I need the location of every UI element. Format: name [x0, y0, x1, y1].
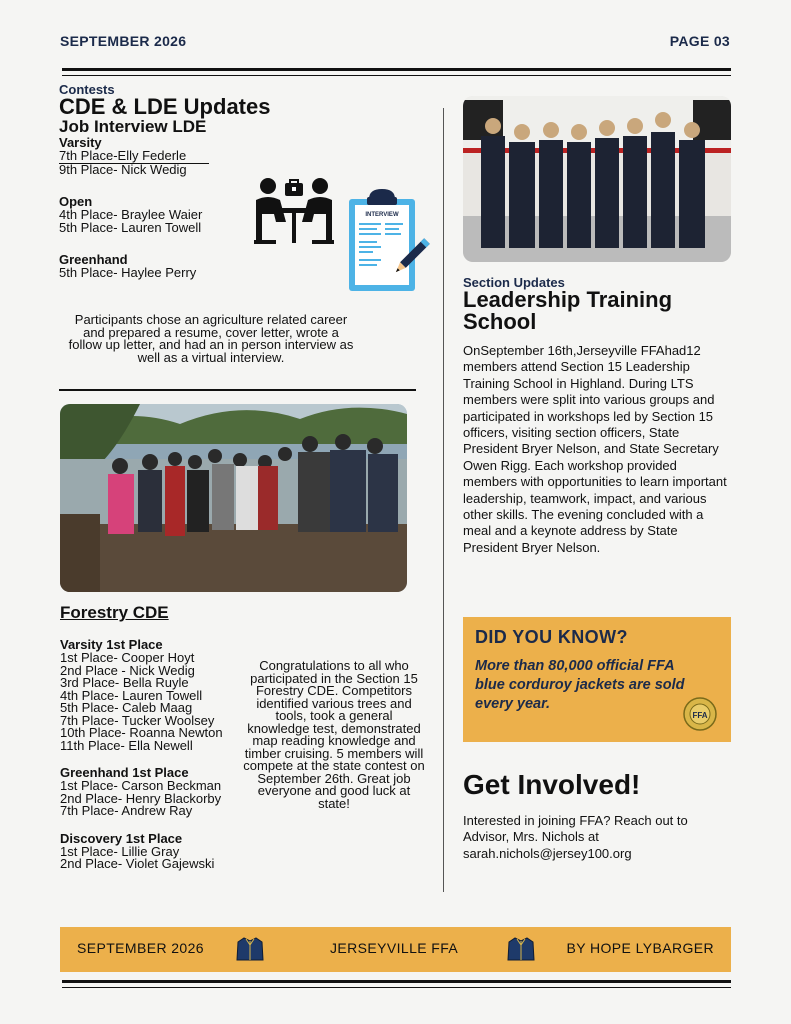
job-interview-title: Job Interview LDE	[59, 117, 207, 136]
lts-title: Leadership Training School	[463, 287, 673, 334]
result-line: 7th Place-Elly Federle	[59, 150, 209, 164]
header-rule-thick	[62, 68, 731, 71]
interview-description: Participants chose an agriculture related career and prepared a resume, cover letter, wrote a follow up letter, and had an in person interview as well as a virtual interview.	[68, 312, 354, 365]
result-line: 5th Place- Caleb Maag	[60, 700, 193, 715]
column-divider	[443, 108, 444, 892]
footer-chapter: JERSEYVILLE FFA	[330, 940, 459, 956]
forestry-varsity-label: Varsity 1st Place	[60, 637, 163, 652]
footer-date: SEPTEMBER 2026	[77, 940, 204, 956]
result-line: 2nd Place - Nick Wedig	[60, 662, 195, 678]
did-you-know-box	[463, 617, 731, 742]
forestry-congrats: Congratulations to all who participated in the Section 15 Forestry CDE. Competitors identified various trees and tools, took a general knowledge test, demonstrated map reading knowledge and timber cruising. 5 members will compete at the state contest on September 26th. Great job everyone and good luck at state!	[243, 658, 425, 811]
result-line: 3rd Place- Bella Ruyle	[60, 675, 189, 690]
result-line: 5th Place- Lauren Towell	[59, 219, 202, 235]
footer-author: BY HOPE LYBARGER	[566, 940, 714, 956]
page-number: PAGE 03	[669, 33, 730, 49]
get-involved-text: Interested in joining FFA? Reach out to Advisor, Mrs. Nichols at	[463, 813, 688, 845]
header-date: SEPTEMBER 2026	[60, 33, 187, 49]
did-you-know-text: More than 80,000 official FFA blue corduroy jackets are sold every year.	[475, 658, 685, 712]
advisor-email[interactable]: sarah.nichols@jersey100.org	[463, 846, 632, 861]
result-line: 4th Place- Braylee Waier	[59, 207, 203, 222]
result-line: 2nd Place- Henry Blackorby	[60, 790, 222, 806]
section-kicker: Section Updates	[463, 275, 565, 290]
footer-rule-thin	[62, 987, 731, 988]
ffa-jacket-icon	[236, 935, 264, 963]
greenhand-label: Greenhand	[59, 252, 128, 267]
contests-kicker: Contests	[59, 82, 115, 97]
pencil-icon	[388, 236, 432, 280]
forestry-title: Forestry CDE	[60, 603, 169, 622]
result-line: 10th Place- Roanna Newton	[60, 725, 223, 740]
lts-body: OnSeptember 16th,Jerseyville FFAhad12 members attend Section 15 Leadership Training School in Highland. During LTS members were split into various groups and participated in workshops led by Section 15 officers, visiting section officers, State President Bryer Nelson, and State Secretary Owen Rigg. Each workshop provided members with opportunities to learn important leadership, teamwork, impact, and various other skills. The evening concluded with a meal and a keynote address by State President Bryer Nelson.	[463, 343, 727, 555]
result-line: 1st Place- Cooper Hoyt	[60, 650, 195, 665]
footer-bar	[60, 927, 731, 972]
ffa-emblem-label: FFA	[692, 711, 708, 720]
contests-title: CDE & LDE Updates	[59, 94, 271, 119]
result-line: 7th Place- Tucker Woolsey	[60, 712, 215, 728]
result-line: 11th Place- Ella Newell	[60, 737, 193, 753]
did-you-know-title: DID YOU KNOW?	[475, 627, 628, 647]
forestry-results	[60, 637, 240, 871]
interview-people-icon	[252, 174, 336, 250]
result-line: 1st Place- Lillie Gray	[60, 843, 180, 859]
result-line: 7th Place- Andrew Ray	[60, 803, 193, 818]
leadership-group-photo	[463, 96, 731, 262]
open-label: Open	[59, 194, 93, 209]
result-line: 1st Place- Carson Beckman	[60, 778, 222, 793]
forestry-discovery-label: Discovery 1st Place	[60, 830, 183, 846]
result-line: 2nd Place- Violet Gajewski	[60, 856, 215, 871]
result-line: 4th Place- Lauren Towell	[60, 687, 203, 703]
footer-rule-thick	[62, 980, 731, 983]
result-line: 9th Place- Nick Wedig	[59, 161, 187, 177]
header-rule-thin	[62, 75, 731, 76]
get-involved-title: Get Involved!	[463, 769, 641, 800]
section-rule	[59, 389, 416, 391]
ffa-jacket-icon	[507, 935, 535, 963]
varsity-label: Varsity	[59, 135, 102, 150]
clipboard-label: INTERVIEW	[365, 212, 399, 218]
result-line: 5th Place- Haylee Perry	[59, 265, 197, 280]
forestry-group-photo	[60, 404, 407, 592]
job-interview-results	[59, 135, 249, 280]
forestry-greenhand-label: Greenhand 1st Place	[60, 765, 189, 780]
ffa-emblem-icon	[683, 695, 717, 733]
